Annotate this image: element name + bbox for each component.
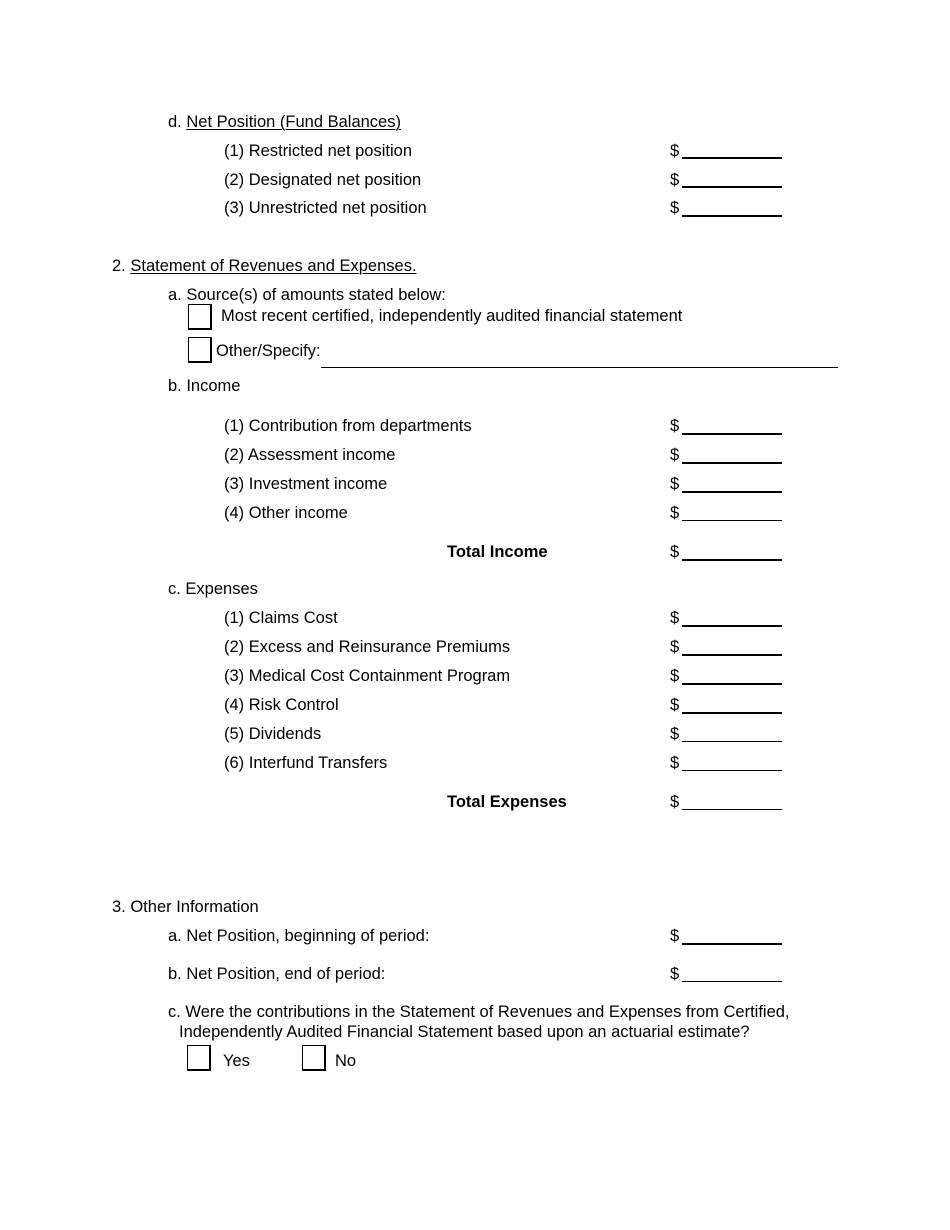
currency-symbol: $ — [670, 696, 680, 714]
actuarial-question-line-1: c. Were the contributions in the Statement of Revenues and Expenses from Certified, — [168, 1003, 790, 1021]
currency-symbol: $ — [670, 199, 680, 217]
unrestricted-net-position-field[interactable] — [682, 215, 782, 217]
yes-checkbox[interactable] — [187, 1045, 211, 1071]
restricted-net-position-label: (1) Restricted net position — [224, 142, 413, 160]
currency-symbol: $ — [670, 543, 680, 561]
investment-income-field[interactable] — [682, 491, 782, 493]
income-item-other: (4) Other income — [224, 504, 348, 522]
contributions-field[interactable] — [682, 433, 782, 435]
income-item-assessment: (2) Assessment income — [224, 446, 396, 464]
currency-symbol: $ — [670, 638, 680, 656]
currency-symbol: $ — [670, 927, 680, 945]
currency-symbol: $ — [670, 609, 680, 627]
currency-symbol: $ — [670, 754, 680, 772]
currency-symbol: $ — [670, 667, 680, 685]
expense-item-claims: (1) Claims Cost — [224, 609, 338, 627]
reinsurance-field[interactable] — [682, 654, 782, 656]
currency-symbol: $ — [670, 446, 680, 464]
expense-item-risk-control: (4) Risk Control — [224, 696, 339, 714]
other-specify-label: Other/Specify: — [216, 342, 321, 360]
actuarial-question-line-2: Independently Audited Financial Statement based upon an actuarial estimate? — [179, 1023, 750, 1041]
currency-symbol: $ — [670, 965, 680, 983]
expense-item-dividends: (5) Dividends — [224, 725, 322, 743]
expense-item-interfund: (6) Interfund Transfers — [224, 754, 388, 772]
sources-label: a. Source(s) of amounts stated below: — [168, 286, 446, 304]
total-expenses-label: Total Expenses — [447, 793, 567, 811]
designated-net-position-label: (2) Designated net position — [224, 171, 422, 189]
total-expenses-field[interactable] — [682, 809, 782, 810]
total-income-field[interactable] — [682, 559, 782, 561]
section-1d-title: Net Position (Fund Balances) — [186, 113, 401, 131]
currency-symbol: $ — [670, 793, 680, 811]
net-position-beginning-label: a. Net Position, beginning of period: — [168, 927, 430, 945]
audited-statement-checkbox[interactable] — [188, 304, 212, 330]
medical-cost-field[interactable] — [682, 683, 782, 685]
section-2-number: 2. — [112, 257, 126, 275]
section-2-heading — [112, 258, 417, 275]
net-position-end-field[interactable] — [682, 981, 782, 982]
expenses-label: c. Expenses — [168, 580, 258, 598]
audited-statement-label: Most recent certified, independently audited financial statement — [221, 307, 683, 325]
designated-net-position-field[interactable] — [682, 186, 782, 188]
claims-cost-field[interactable] — [682, 625, 782, 627]
unrestricted-net-position-label: (3) Unrestricted net position — [224, 199, 427, 217]
income-item-contributions: (1) Contribution from departments — [224, 417, 472, 435]
dividends-field[interactable] — [682, 741, 782, 742]
income-item-investment: (3) Investment income — [224, 475, 388, 493]
net-position-beginning-field[interactable] — [682, 943, 782, 945]
other-specify-checkbox[interactable] — [188, 337, 212, 363]
other-specify-field[interactable] — [321, 367, 838, 368]
net-position-end-label: b. Net Position, end of period: — [168, 965, 386, 983]
currency-symbol: $ — [670, 725, 680, 743]
no-checkbox[interactable] — [302, 1045, 326, 1071]
currency-symbol: $ — [670, 417, 680, 435]
section-3-heading: 3. Other Information — [112, 898, 259, 916]
currency-symbol: $ — [670, 142, 680, 160]
currency-symbol: $ — [670, 475, 680, 493]
no-label: No — [335, 1052, 357, 1070]
restricted-net-position-field[interactable] — [682, 157, 782, 159]
total-income-label: Total Income — [447, 543, 548, 561]
section-2-title: Statement of Revenues and Expenses. — [130, 257, 417, 275]
interfund-transfers-field[interactable] — [682, 770, 782, 771]
section-1d-heading — [168, 114, 401, 131]
currency-symbol: $ — [670, 504, 680, 522]
currency-symbol: $ — [670, 171, 680, 189]
expense-item-medical: (3) Medical Cost Containment Program — [224, 667, 511, 685]
assessment-income-field[interactable] — [682, 462, 782, 464]
expense-item-reinsurance: (2) Excess and Reinsurance Premiums — [224, 638, 511, 656]
yes-label: Yes — [223, 1052, 250, 1070]
other-income-field[interactable] — [682, 520, 782, 521]
risk-control-field[interactable] — [682, 712, 782, 714]
section-1d-prefix: d. — [168, 113, 182, 131]
income-label: b. Income — [168, 377, 241, 395]
